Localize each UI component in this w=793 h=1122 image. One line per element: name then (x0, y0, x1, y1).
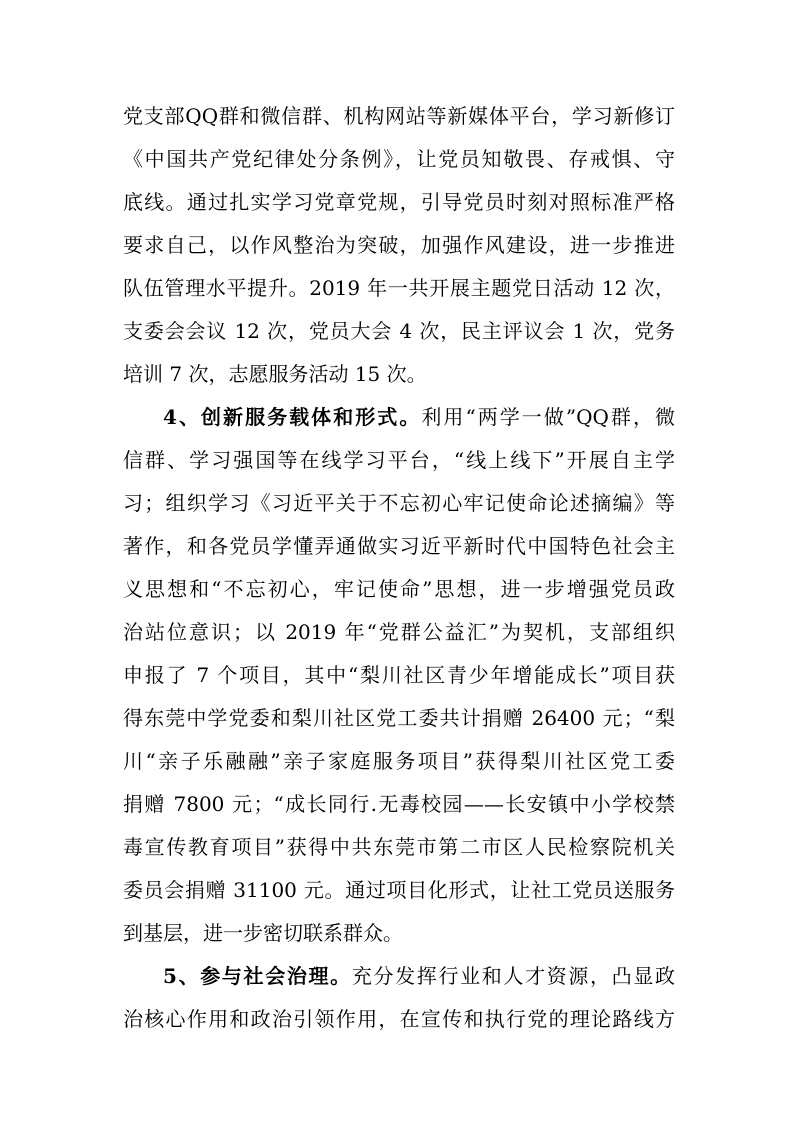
text-line: 得东莞中学党委和梨川社区党工委共计捐赠 26400 元；“梨 (123, 706, 675, 730)
text-line: 著作，和各党员学懂弄通做实习近平新时代中国特色社会主 (123, 534, 675, 558)
section-heading: 5、参与社会治理。 (163, 964, 352, 988)
text-line: 申报了 7 个项目，其中“梨川社区青少年增能成长”项目获 (123, 663, 675, 687)
text-line: 习；组织学习《习近平关于不忘初心牢记使命论述摘编》等 (123, 491, 675, 515)
text-line: 治站位意识；以 2019 年“党群公益汇”为契机，支部组织 (123, 620, 675, 644)
text-line: 委员会捐赠 31100 元。通过项目化形式，让社工党员送服务 (123, 878, 675, 902)
text-line: 底线。通过扎实学习党章党规，引导党员时刻对照标准严格 (123, 190, 675, 214)
text-run: 利用“两学一做”QQ群，微 (421, 405, 675, 429)
section-heading: 4、创新服务载体和形式。 (163, 405, 422, 429)
text-line: 《中国共产党纪律处分条例》，让党员知敬畏、存戒惧、守 (123, 147, 675, 171)
text-line: 治核心作用和政治引领作用，在宣传和执行党的理论路线方 (123, 1007, 675, 1031)
text-line: 队伍管理水平提升。2019 年一共开展主题党日活动 12 次， (123, 276, 675, 300)
text-line: 信群、学习强国等在线学习平台，“线上线下”开展自主学 (123, 448, 675, 472)
text-line: 义思想和“不忘初心，牢记使命”思想，进一步增强党员政 (123, 577, 675, 601)
text-line: 毒宣传教育项目”获得中共东莞市第二市区人民检察院机关 (123, 835, 675, 859)
text-line: 党支部QQ群和微信群、机构网站等新媒体平台，学习新修订 (123, 104, 675, 128)
text-line: 要求自己，以作风整治为突破，加强作风建设，进一步推进 (123, 233, 675, 257)
text-line: 捐赠 7800 元；“成长同行.无毒校园——长安镇中小学校禁 (123, 792, 675, 816)
text-line: 川“亲子乐融融”亲子家庭服务项目”获得梨川社区党工委 (123, 749, 675, 773)
paragraph-first-line (163, 962, 675, 990)
paragraph-first-line (163, 403, 675, 431)
text-line: 到基层，进一步密切联系群众。 (123, 921, 403, 945)
text-line: 支委会会议 12 次，党员大会 4 次，民主评议会 1 次，党务 (123, 319, 675, 343)
text-run: 充分发挥行业和人才资源，凸显政 (351, 964, 676, 988)
text-line: 培训 7 次，志愿服务活动 15 次。 (123, 362, 427, 386)
